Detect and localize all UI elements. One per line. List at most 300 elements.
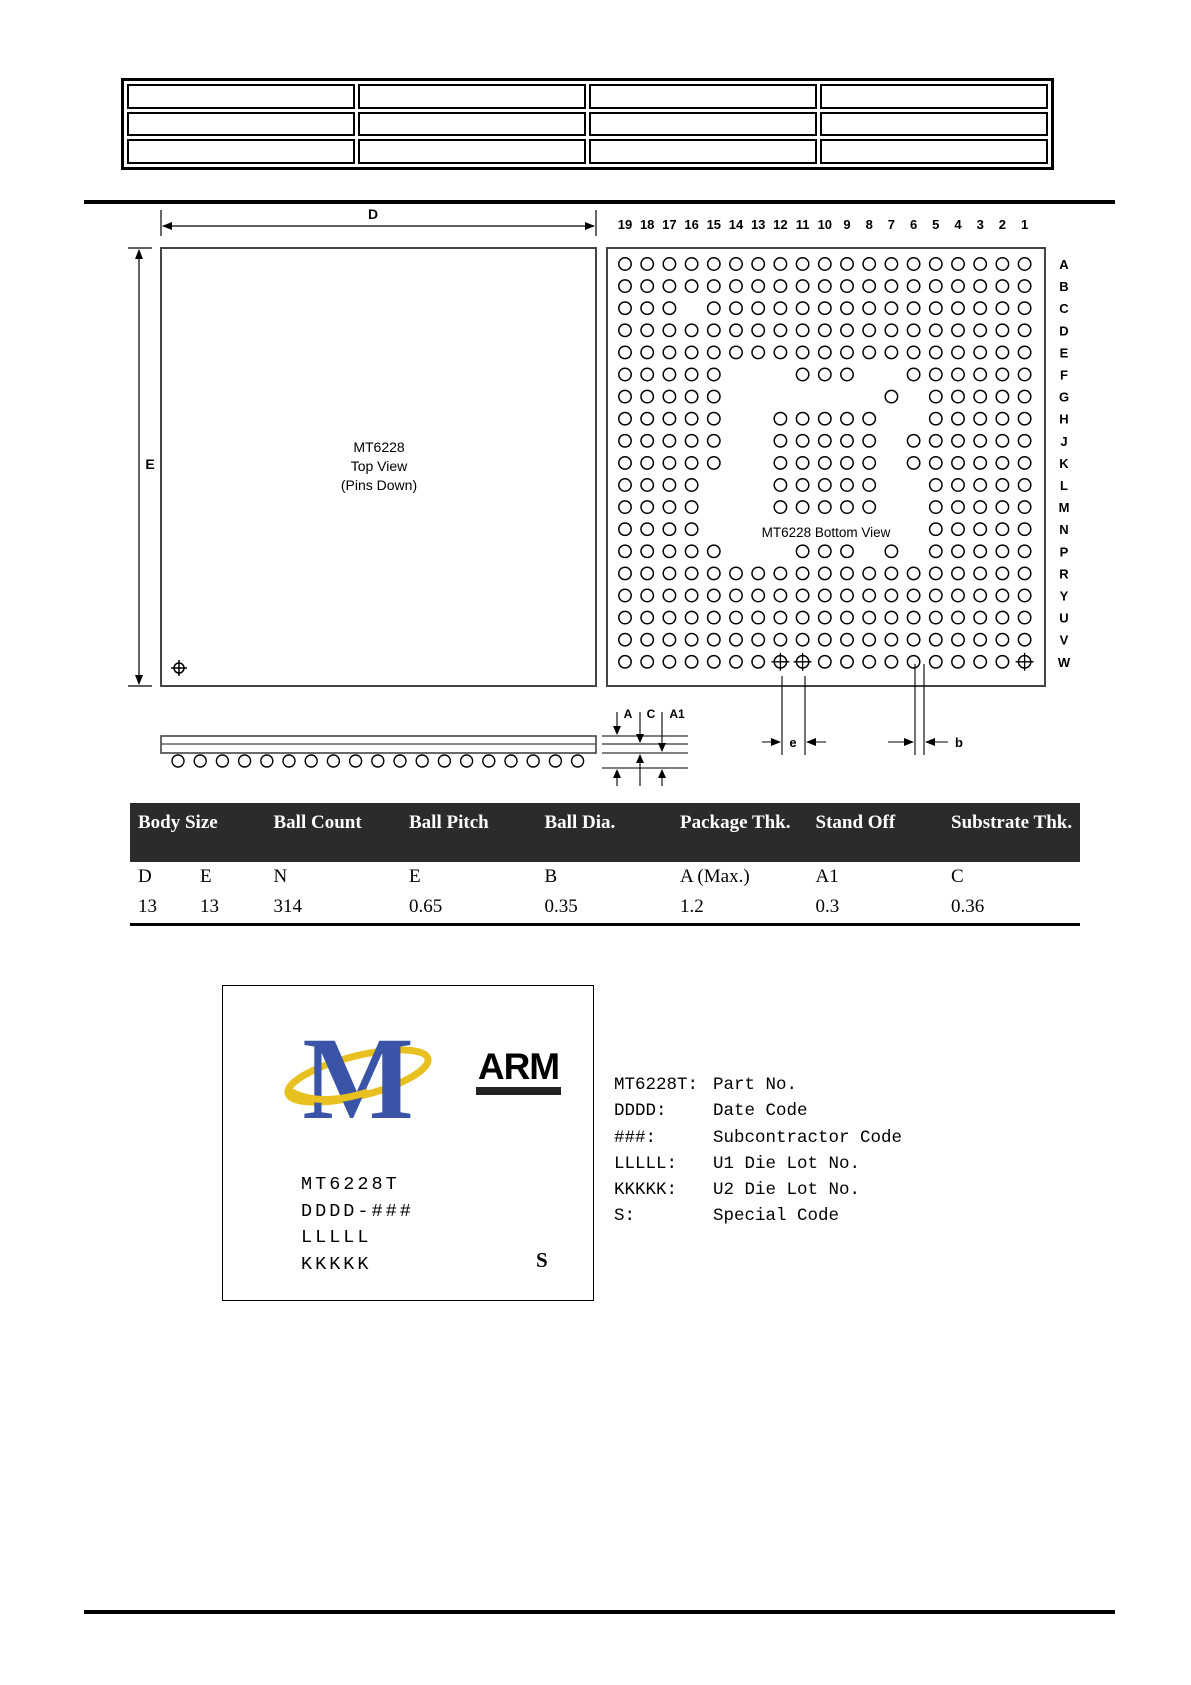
ball	[952, 324, 964, 336]
ball	[930, 390, 942, 402]
legend-item	[614, 1125, 902, 1151]
column-label: 1	[1020, 217, 1029, 232]
ball	[752, 656, 764, 668]
ball	[774, 280, 786, 292]
ball-diameter-dimension	[888, 664, 948, 755]
bottom-view-label: MT6228 Bottom View	[761, 525, 891, 540]
ball	[863, 413, 875, 425]
ball	[863, 567, 875, 579]
ball	[885, 346, 897, 358]
ball	[996, 368, 1008, 380]
side-ball	[172, 755, 184, 767]
ball	[996, 302, 1008, 314]
ball	[996, 545, 1008, 557]
ball	[774, 589, 786, 601]
ball	[930, 545, 942, 557]
spec-cell: 13	[138, 896, 157, 917]
ball	[841, 302, 853, 314]
ball	[996, 501, 1008, 513]
ball	[641, 611, 653, 623]
side-ball	[505, 755, 517, 767]
dimension-d-label: D	[367, 206, 379, 222]
ball	[996, 457, 1008, 469]
ball	[863, 346, 875, 358]
ball	[796, 435, 808, 447]
ball	[685, 390, 697, 402]
ball	[974, 545, 986, 557]
ball	[841, 413, 853, 425]
ball	[685, 523, 697, 535]
ball	[1018, 280, 1030, 292]
ball	[708, 280, 720, 292]
ball	[730, 258, 742, 270]
ball	[752, 258, 764, 270]
ball	[641, 523, 653, 535]
ball	[819, 479, 831, 491]
row-label: K	[1059, 455, 1069, 471]
legend-key: DDDD:	[614, 1101, 667, 1122]
ball	[796, 457, 808, 469]
ball	[1018, 346, 1030, 358]
height-a-label: A	[623, 707, 633, 721]
ball	[641, 567, 653, 579]
ball	[708, 390, 720, 402]
height-a1-label: A1	[669, 707, 685, 721]
ball	[863, 258, 875, 270]
ball	[752, 324, 764, 336]
ball	[819, 501, 831, 513]
ball	[641, 634, 653, 646]
ball	[930, 280, 942, 292]
ball	[1018, 258, 1030, 270]
ball	[796, 567, 808, 579]
ball	[663, 435, 675, 447]
side-ball	[572, 755, 584, 767]
ball	[863, 280, 875, 292]
legend-key: S:	[614, 1206, 636, 1227]
ball	[841, 435, 853, 447]
ball	[641, 368, 653, 380]
ball	[708, 435, 720, 447]
ball	[796, 501, 808, 513]
ball	[930, 501, 942, 513]
ball	[930, 258, 942, 270]
ball	[708, 302, 720, 314]
ball	[730, 634, 742, 646]
ball	[663, 413, 675, 425]
ball	[641, 324, 653, 336]
ball	[619, 302, 631, 314]
legend-item	[614, 1072, 902, 1098]
ball	[885, 567, 897, 579]
ball	[907, 346, 919, 358]
ball	[974, 457, 986, 469]
side-ball	[194, 755, 206, 767]
ball	[774, 479, 786, 491]
ball	[974, 589, 986, 601]
ball	[730, 324, 742, 336]
spec-cell: B	[544, 866, 558, 887]
column-label: 19	[617, 217, 633, 232]
spec-header-cell: Ball Pitch	[409, 812, 489, 833]
ball	[907, 368, 919, 380]
ball	[1018, 523, 1030, 535]
legend-key: MT6228T:	[614, 1075, 699, 1095]
ball	[952, 302, 964, 314]
ball	[641, 390, 653, 402]
ball	[1018, 413, 1030, 425]
ball	[774, 258, 786, 270]
ball	[841, 611, 853, 623]
ball	[619, 435, 631, 447]
ball	[907, 302, 919, 314]
ball	[641, 302, 653, 314]
ball	[1018, 302, 1030, 314]
ball	[796, 634, 808, 646]
ball	[685, 501, 697, 513]
ball	[885, 280, 897, 292]
ball	[619, 324, 631, 336]
spec-cell: E	[200, 866, 212, 887]
ball	[641, 413, 653, 425]
ball	[663, 589, 675, 601]
ball	[774, 457, 786, 469]
ball	[663, 501, 675, 513]
ball	[930, 368, 942, 380]
column-label: 17	[662, 217, 677, 232]
ball	[952, 280, 964, 292]
row-label: W	[1057, 654, 1071, 670]
column-label: 6	[909, 217, 918, 232]
ball	[663, 390, 675, 402]
ball	[885, 634, 897, 646]
ball	[819, 324, 831, 336]
arm-logo	[476, 1046, 561, 1095]
ball	[930, 656, 942, 668]
ball	[641, 589, 653, 601]
ball	[730, 302, 742, 314]
column-label: 18	[639, 217, 655, 232]
spec-header-cell: Ball Count	[273, 812, 362, 833]
spec-header-row	[130, 803, 1080, 862]
row-label: M	[1058, 500, 1070, 516]
ball	[952, 656, 964, 668]
ball	[1018, 390, 1030, 402]
ball	[974, 523, 986, 535]
ball	[863, 589, 875, 601]
ball	[641, 346, 653, 358]
ball	[930, 589, 942, 601]
ball	[1018, 545, 1030, 557]
row-label: G	[1058, 389, 1070, 405]
ball	[774, 611, 786, 623]
ball	[1018, 435, 1030, 447]
ball	[708, 258, 720, 270]
column-label: 2	[998, 217, 1007, 232]
row-label: R	[1059, 566, 1069, 582]
ball	[796, 302, 808, 314]
column-label: 11	[795, 217, 810, 232]
ball	[841, 324, 853, 336]
ball	[619, 611, 631, 623]
row-label: V	[1059, 632, 1069, 648]
ball	[663, 523, 675, 535]
column-label: 7	[887, 217, 896, 232]
ball	[907, 324, 919, 336]
ball	[819, 435, 831, 447]
row-label: U	[1059, 610, 1069, 626]
ball-grid	[619, 258, 1034, 671]
ball	[996, 435, 1008, 447]
spec-cell: 1.2	[680, 896, 704, 917]
column-label: 5	[932, 217, 940, 232]
ball	[663, 545, 675, 557]
marking-line: KKKKK	[301, 1253, 372, 1275]
ball	[663, 567, 675, 579]
ball	[619, 567, 631, 579]
column-label: 14	[728, 217, 744, 232]
ball	[1018, 634, 1030, 646]
ball	[752, 634, 764, 646]
ball	[663, 324, 675, 336]
ball	[619, 656, 631, 668]
ball	[685, 457, 697, 469]
ball	[841, 567, 853, 579]
ball	[863, 611, 875, 623]
legend-desc: U2 Die Lot No.	[713, 1180, 861, 1201]
ball	[796, 479, 808, 491]
ball	[619, 501, 631, 513]
ball	[752, 589, 764, 601]
ball	[841, 589, 853, 601]
side-ball	[327, 755, 339, 767]
ball	[796, 589, 808, 601]
ball	[774, 302, 786, 314]
ball	[1018, 611, 1030, 623]
ball	[619, 457, 631, 469]
ball	[907, 457, 919, 469]
row-label: B	[1059, 279, 1069, 295]
spec-value-row	[130, 892, 1080, 922]
ball	[974, 634, 986, 646]
dimension-e-label: E	[145, 456, 155, 472]
ball	[885, 589, 897, 601]
side-ball	[416, 755, 428, 767]
ball	[930, 346, 942, 358]
ball	[841, 346, 853, 358]
row-label: A	[1059, 257, 1069, 272]
marking-line: LLLLL	[301, 1227, 372, 1248]
ball	[819, 634, 831, 646]
ball	[819, 258, 831, 270]
ball	[619, 589, 631, 601]
spec-cell: 0.3	[815, 896, 840, 917]
ball	[619, 258, 631, 270]
ball	[774, 567, 786, 579]
legend-desc: Part No.	[713, 1075, 798, 1095]
ball	[841, 457, 853, 469]
ball	[685, 413, 697, 425]
legend-desc: U1 Die Lot No.	[713, 1153, 861, 1174]
ball	[663, 368, 675, 380]
ball	[952, 545, 964, 557]
ball	[841, 634, 853, 646]
column-label: 4	[954, 217, 962, 232]
ball	[685, 368, 697, 380]
ball	[863, 435, 875, 447]
side-ball	[483, 755, 495, 767]
ball	[819, 280, 831, 292]
row-label: J	[1060, 433, 1068, 449]
legend-item	[614, 1203, 902, 1229]
ball	[841, 280, 853, 292]
ball	[819, 567, 831, 579]
column-label: 3	[976, 217, 984, 232]
legend-key: ###:	[614, 1127, 657, 1148]
ball	[952, 567, 964, 579]
ball	[952, 346, 964, 358]
ball	[663, 457, 675, 469]
ball	[930, 611, 942, 623]
ball	[663, 258, 675, 270]
ball	[663, 280, 675, 292]
ball	[730, 611, 742, 623]
ball	[752, 611, 764, 623]
ball	[1018, 589, 1030, 601]
ball	[641, 501, 653, 513]
side-ball	[239, 755, 251, 767]
top-marking-box	[222, 985, 594, 1301]
ball	[1018, 567, 1030, 579]
ball	[819, 545, 831, 557]
legend-item	[614, 1151, 902, 1177]
row-labels	[1058, 257, 1071, 670]
ball	[974, 302, 986, 314]
ball	[952, 368, 964, 380]
ball	[708, 611, 720, 623]
spec-cell: 0.36	[951, 896, 985, 917]
ball	[685, 258, 697, 270]
ball	[930, 324, 942, 336]
ball	[996, 390, 1008, 402]
column-label: 13	[750, 217, 766, 232]
pitch-label: e	[789, 735, 797, 750]
ball	[952, 611, 964, 623]
ball	[1018, 457, 1030, 469]
ball	[796, 324, 808, 336]
ball	[885, 390, 897, 402]
ball	[774, 346, 786, 358]
package-spec-table	[130, 803, 1080, 926]
ball	[619, 280, 631, 292]
ball	[685, 280, 697, 292]
ball	[708, 324, 720, 336]
spec-header-cell: Package Thk.	[680, 812, 791, 833]
ball	[685, 324, 697, 336]
ball	[885, 656, 897, 668]
ball	[930, 479, 942, 491]
side-ball	[372, 755, 384, 767]
spec-cell: 314	[273, 896, 302, 917]
ball	[841, 479, 853, 491]
ball	[907, 611, 919, 623]
ball	[708, 368, 720, 380]
ball	[996, 523, 1008, 535]
ball	[641, 479, 653, 491]
ball	[663, 302, 675, 314]
ball	[685, 611, 697, 623]
ball	[796, 258, 808, 270]
spec-bottom-rule	[130, 923, 1080, 926]
ball	[907, 589, 919, 601]
ball	[885, 258, 897, 270]
ball	[907, 567, 919, 579]
spec-cell: 13	[200, 896, 219, 917]
side-ball	[350, 755, 362, 767]
ball	[1018, 324, 1030, 336]
ball	[774, 501, 786, 513]
column-label: 9	[843, 217, 851, 232]
ball	[996, 589, 1008, 601]
ball	[841, 545, 853, 557]
height-c-label: C	[646, 707, 656, 721]
ball	[730, 656, 742, 668]
ball	[685, 346, 697, 358]
ball	[841, 656, 853, 668]
ball	[996, 346, 1008, 358]
arm-logo-text: ARM	[477, 1046, 560, 1087]
ball	[996, 567, 1008, 579]
spec-cell: 0.35	[544, 896, 578, 917]
ball	[996, 479, 1008, 491]
legend-key: LLLLL:	[614, 1153, 678, 1174]
ball	[641, 280, 653, 292]
ball	[708, 656, 720, 668]
ball	[774, 634, 786, 646]
side-ball	[394, 755, 406, 767]
spec-cell: C	[951, 866, 964, 887]
row-label: L	[1060, 478, 1068, 493]
ball	[663, 656, 675, 668]
spec-cell: A (Max.)	[680, 866, 750, 887]
ball	[641, 656, 653, 668]
ball	[796, 545, 808, 557]
ball	[685, 567, 697, 579]
special-code-mark: S	[536, 1248, 548, 1272]
ball	[1016, 653, 1034, 671]
marking-line: MT6228T	[301, 1174, 400, 1195]
row-label: D	[1059, 323, 1069, 339]
ball	[685, 589, 697, 601]
ball	[885, 302, 897, 314]
ball	[907, 280, 919, 292]
ball	[974, 324, 986, 336]
mediatek-logo	[278, 1016, 438, 1126]
ball	[796, 346, 808, 358]
side-view-balls	[172, 755, 584, 767]
ball	[708, 413, 720, 425]
legend-item	[614, 1098, 902, 1124]
spec-cell: 0.65	[409, 896, 443, 917]
ball	[619, 523, 631, 535]
row-label: P	[1059, 544, 1069, 560]
ball	[752, 346, 764, 358]
ball	[952, 634, 964, 646]
ball	[708, 346, 720, 358]
ball	[708, 634, 720, 646]
spec-cell: A1	[815, 866, 839, 887]
legend-item	[614, 1177, 902, 1203]
